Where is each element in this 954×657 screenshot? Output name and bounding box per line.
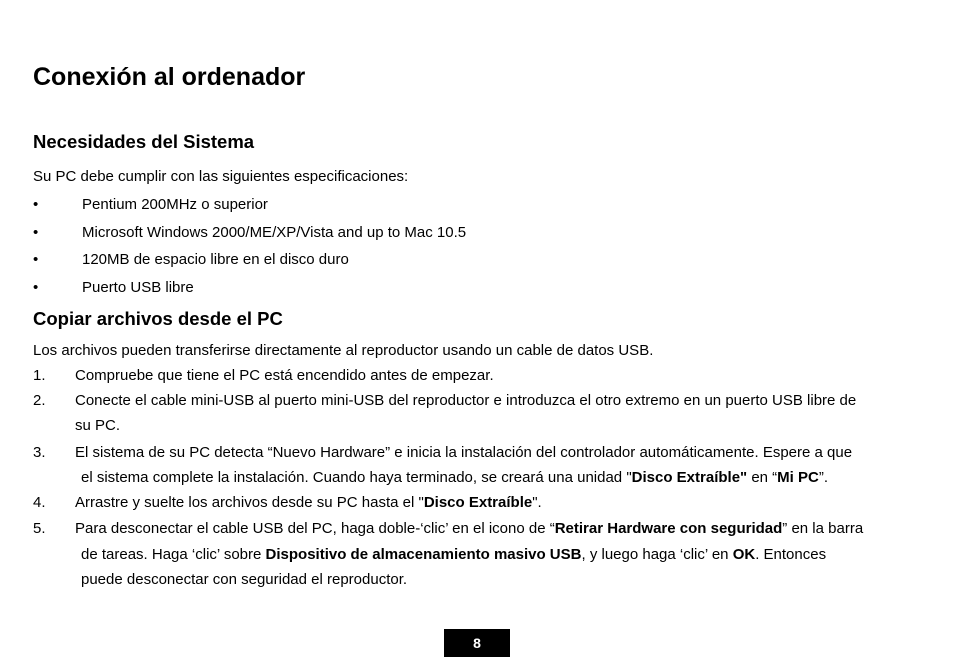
- step-text-part: Arrastre y suelte los archivos desde su PC hasta el ": [75, 494, 424, 511]
- usb-device-bold: Dispositivo de almacenamiento masivo USB: [265, 546, 582, 563]
- copy-files-intro: Los archivos pueden transferirse directamente al reproductor usando un cable de datos USB.: [33, 342, 654, 359]
- section-heading-copy-files: Copiar archivos desde el PC: [33, 308, 283, 329]
- my-pc-bold: Mi PC: [777, 469, 819, 486]
- step-number: 3.: [33, 444, 46, 461]
- step-text-part: de tareas. Haga ‘clic’ sobre: [81, 546, 266, 563]
- step-text-part: . Entonces: [755, 546, 827, 563]
- step-text-part: , y luego haga ‘clic’ en: [581, 546, 733, 563]
- step-text-part: en “: [747, 469, 778, 486]
- bullet-glyph: •: [33, 196, 39, 213]
- requirement-item: 120MB de espacio libre en el disco duro: [82, 251, 349, 268]
- requirement-item: Puerto USB libre: [82, 279, 194, 296]
- requirements-intro: Su PC debe cumplir con las siguientes especificaciones:: [33, 168, 409, 185]
- drive-name-bold: Disco Extraíble: [423, 494, 533, 511]
- step-text: [75, 494, 542, 512]
- step-text-part: el sistema complete la instalación. Cuando haya terminado, se creará una unidad ": [81, 469, 632, 486]
- page-number-text: 8: [473, 635, 481, 651]
- bullet-glyph: •: [33, 251, 39, 268]
- requirement-item: Microsoft Windows 2000/ME/XP/Vista and up to Mac 10.5: [82, 224, 467, 241]
- step-text-continued: [81, 469, 828, 487]
- bullet-glyph: •: [33, 224, 39, 241]
- step-text-part: ".: [532, 494, 542, 511]
- bullet-glyph: •: [33, 279, 39, 296]
- step-text-continued: [81, 546, 826, 564]
- safely-remove-bold: Retirar Hardware con seguridad: [554, 520, 783, 537]
- step-number: 1.: [33, 367, 46, 384]
- page-number: [444, 629, 510, 657]
- step-text: El sistema de su PC detecta “Nuevo Hardware” e inicia la instalación del controlador automáticamente. Espere a que: [75, 444, 853, 461]
- requirement-item: Pentium 200MHz o superior: [82, 196, 268, 213]
- step-text: [75, 520, 863, 538]
- step-number: 5.: [33, 520, 46, 537]
- step-text-part: ” en la barra: [782, 520, 864, 537]
- ok-bold: OK: [732, 546, 756, 563]
- step-text-continued: su PC.: [75, 417, 121, 434]
- step-text: Conecte el cable mini-USB al puerto mini-USB del reproductor e introduzca el otro extremo en un puerto USB libre de: [75, 392, 857, 409]
- step-text-part: ”.: [818, 469, 829, 486]
- section-heading-system-requirements: Necesidades del Sistema: [33, 131, 255, 152]
- step-text-continued: puede desconectar con seguridad el reproductor.: [81, 571, 408, 588]
- step-number: 4.: [33, 494, 46, 511]
- step-text-part: Para desconectar el cable USB del PC, haga doble-‘clic’ en el icono de “: [75, 520, 555, 537]
- step-number: 2.: [33, 392, 46, 409]
- page-title: Conexión al ordenador: [33, 63, 306, 91]
- step-text: Compruebe que tiene el PC está encendido antes de empezar.: [75, 367, 494, 384]
- drive-name-bold: Disco Extraíble": [631, 469, 748, 486]
